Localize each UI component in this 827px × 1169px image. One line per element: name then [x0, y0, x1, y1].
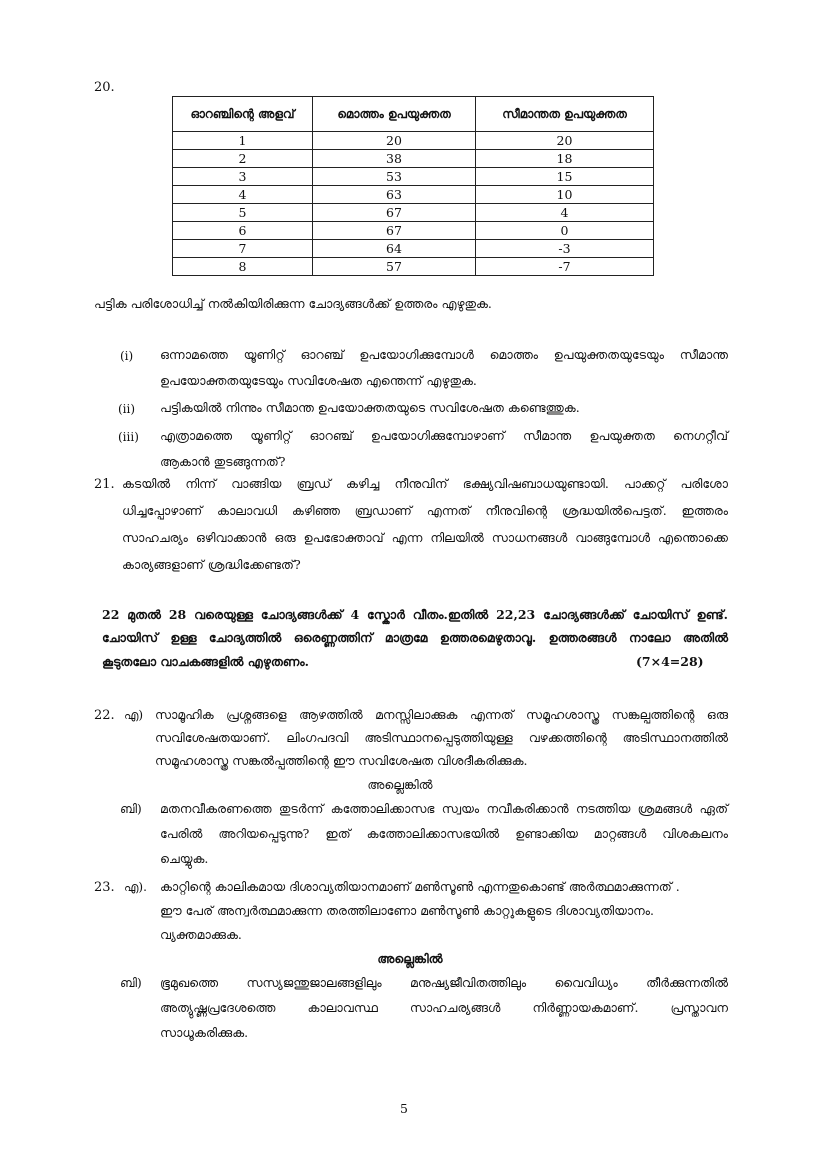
q22-b-line1: മതനവീകരണത്തെ തുടർന്ന് കത്തോലിക്കാസഭ സ്വയം നവീകരിക്കാൻ നടത്തിയ ശ്രമങ്ങൾ ഏത് — [160, 801, 728, 816]
table-cell: 63 — [313, 186, 476, 204]
table-cell: 57 — [313, 258, 476, 276]
q23-b-line3: സാധൂകരിക്കുക. — [160, 1025, 249, 1040]
table-row — [173, 258, 654, 276]
q20-number: 20. — [94, 80, 115, 95]
table-cell: 10 — [476, 186, 654, 204]
table-cell: 2 — [173, 150, 313, 168]
table-cell: 20 — [476, 132, 654, 150]
table-cell: 7 — [173, 240, 313, 258]
table-cell: 67 — [313, 222, 476, 240]
q20-sub-iii-label: (iii) — [118, 430, 139, 444]
table-cell: 38 — [313, 150, 476, 168]
table-cell: 20 — [313, 132, 476, 150]
table-cell: 15 — [476, 168, 654, 186]
table-cell: 53 — [313, 168, 476, 186]
q23-b-line2: അത്യുഷ്ണപ്രദേശത്തെ കാലാവസ്ഥ സാഹചര്യങ്ങൾ നിർണ്ണായകമാണ്. പ്രസ്താവന — [160, 1000, 728, 1015]
table-cell: 4 — [173, 186, 313, 204]
table-cell: -3 — [476, 240, 654, 258]
q23-a-label: എ). — [124, 880, 147, 894]
q21-line4: കാര്യങ്ങളാണ് ശ്രദ്ധിക്കേണ്ടത്? — [122, 557, 301, 572]
table-cell: 0 — [476, 222, 654, 240]
section-marks: (7×4=28) — [636, 654, 704, 669]
q22-b-label: ബി) — [120, 802, 142, 816]
q23-a-line1: കാറ്റിന്റെ കാലികമായ ദിശാവ്യതിയാനമാണ് മൺസൂൺ എന്നതുകൊണ്ട് അർത്ഥമാക്കുന്നത് . — [160, 879, 680, 894]
table-row — [173, 132, 654, 150]
q20-sub-iii-line2: ആകാൻ തുടങ്ങുന്നത്? — [160, 454, 286, 469]
q23-b-label: ബി) — [120, 976, 142, 990]
q20-sub-iii-line1: എത്രാമത്തെ യൂണിറ്റ് ഓറഞ്ച് ഉപയോഗിക്കുമ്പോഴാണ് സീമാന്ത ഉപയുക്തത നെഗറ്റീവ് — [160, 428, 728, 443]
q21-line2: ധിച്ചപ്പോഴാണ് കാലാവധി കഴിഞ്ഞ ബ്രഡാണ് എന്നത് നീനുവിന്റെ ശ്രദ്ധയിൽപെട്ടത്. ഇത്തരം — [122, 503, 728, 518]
table-cell: 64 — [313, 240, 476, 258]
q22-a-line2: സവിശേഷതയാണ്. ലിംഗപദവി അടിസ്ഥാനപ്പെടുത്തിയുള്ള വഴക്കത്തിന്റെ അടിസ്ഥാനത്തിൽ — [155, 730, 728, 745]
table-cell: 3 — [173, 168, 313, 186]
table-row — [173, 168, 654, 186]
q23-a-line2: ഈ പേര് അന്വർത്ഥമാക്കുന്ന തരത്തിലാണോ മൺസൂൺ കാറ്റുകളുടെ ദിശാവ്യതിയാനം. — [160, 903, 654, 918]
orange-utility-table — [172, 96, 654, 276]
page-number: 5 — [400, 1101, 408, 1116]
table-row — [173, 204, 654, 222]
table-cell: 18 — [476, 150, 654, 168]
table-cell: -7 — [476, 258, 654, 276]
section-instruction-line2: ചോയിസ് ഉള്ള ചോദ്യത്തിൽ ഒരെണ്ണത്തിന് മാത്രമേ ഉത്തരമെഴുതാവൂ. ഉത്തരങ്ങൾ നാലോ അതിൽ — [102, 630, 728, 645]
header-marginal-utility: സീമാന്തത ഉപയുക്തത — [476, 97, 654, 132]
header-total-utility: മൊത്തം ഉപയുക്തത — [313, 97, 476, 132]
q23-or: അല്ലെങ്കിൽ — [377, 951, 443, 966]
table-row — [173, 150, 654, 168]
q22-b-line3: ചെയ്യുക. — [160, 851, 209, 866]
q20-sub-i-line2: ഉപയോക്തതയുടേയും സവിശേഷത എന്തെന്ന് എഴുതുക. — [160, 373, 477, 388]
table-cell: 8 — [173, 258, 313, 276]
q23-b-line1: ഭൂമുഖത്തെ സസ്യജന്തുജാലങ്ങളിലും മനുഷ്യജീവിതത്തിലും വൈവിധ്യം തീർക്കുന്നതിൽ — [160, 975, 728, 990]
table-cell: 67 — [313, 204, 476, 222]
q21-number: 21. — [94, 477, 115, 492]
q23-number: 23. — [94, 880, 115, 895]
header-quantity: ഓറഞ്ചിന്റെ അളവ് — [173, 97, 313, 132]
q22-number: 22. — [94, 708, 115, 723]
table-cell: 1 — [173, 132, 313, 150]
q23-a-line3: വ്യക്തമാക്കുക. — [160, 927, 242, 942]
table-row — [173, 222, 654, 240]
q20-instruction: പട്ടിക പരിശോധിച്ച് നൽകിയിരിക്കുന്ന ചോദ്യങ്ങൾക്ക് ഉത്തരം എഴുതുക. — [94, 296, 492, 311]
q21-line3: സാഹചര്യം ഒഴിവാക്കാൻ ഒരു ഉപഭോക്താവ് എന്ന നിലയിൽ സാധനങ്ങൾ വാങ്ങുമ്പോൾ എന്തൊക്കെ — [122, 530, 728, 545]
table-cell: 5 — [173, 204, 313, 222]
table-row — [173, 240, 654, 258]
q22-a-line3: സമൂഹശാസ്ത്ര സങ്കൽപ്പത്തിന്റെ ഈ സവിശേഷത വിശദീകരിക്കുക. — [155, 753, 528, 768]
table-cell: 4 — [476, 204, 654, 222]
section-instruction-line1: 22 മുതൽ 28 വരെയുള്ള ചോദ്യങ്ങൾക്ക് 4 സ്കോർ വീതം.ഇതിൽ 22,23 ചോദ്യങ്ങൾക്ക് ചോയിസ് ഉണ്ട്. — [102, 607, 728, 622]
q20-sub-ii-label: (ii) — [118, 402, 136, 416]
table-cell: 6 — [173, 222, 313, 240]
q20-sub-ii-line1: പട്ടികയിൽ നിന്നും സീമാന്ത ഉപയോക്തതയുടെ സവിശേഷത കണ്ടെത്തുക. — [160, 400, 580, 415]
q22-a-line1: സാമൂഹിക പ്രശ്നങ്ങളെ ആഴത്തിൽ മനസ്സിലാക്കുക എന്നത് സമൂഹശാസ്ത്ര സങ്കല്പത്തിന്റെ ഒരു — [155, 707, 729, 722]
q21-line1: കടയിൽ നിന്ന് വാങ്ങിയ ബ്രഡ് കഴിച്ച നീനുവിന് ഭക്ഷ്യവിഷബാധയുണ്ടായി. പാക്കറ്റ് പരിശോ — [122, 476, 728, 491]
q20-sub-i-label: (i) — [120, 349, 134, 363]
table-row — [173, 186, 654, 204]
q22-a-label: എ) — [124, 708, 144, 722]
q20-sub-i-line1: ഒന്നാമത്തെ യൂണിറ്റ് ഓറഞ്ച് ഉപയോഗിക്കുമ്പോൾ മൊത്തം ഉപയുക്തതയുടേയും സീമാന്ത — [160, 347, 728, 362]
q22-or: അല്ലെങ്കിൽ — [367, 777, 433, 792]
section-instruction-line3: കൂടുതലോ വാചകങ്ങളിൽ എഴുതണം. — [102, 654, 309, 669]
q22-b-line2: പേരിൽ അറിയപ്പെടുന്നു? ഇത് കത്തോലിക്കാസഭയിൽ ഉണ്ടാക്കിയ മാറ്റങ്ങൾ വിശകലനം — [160, 826, 728, 841]
